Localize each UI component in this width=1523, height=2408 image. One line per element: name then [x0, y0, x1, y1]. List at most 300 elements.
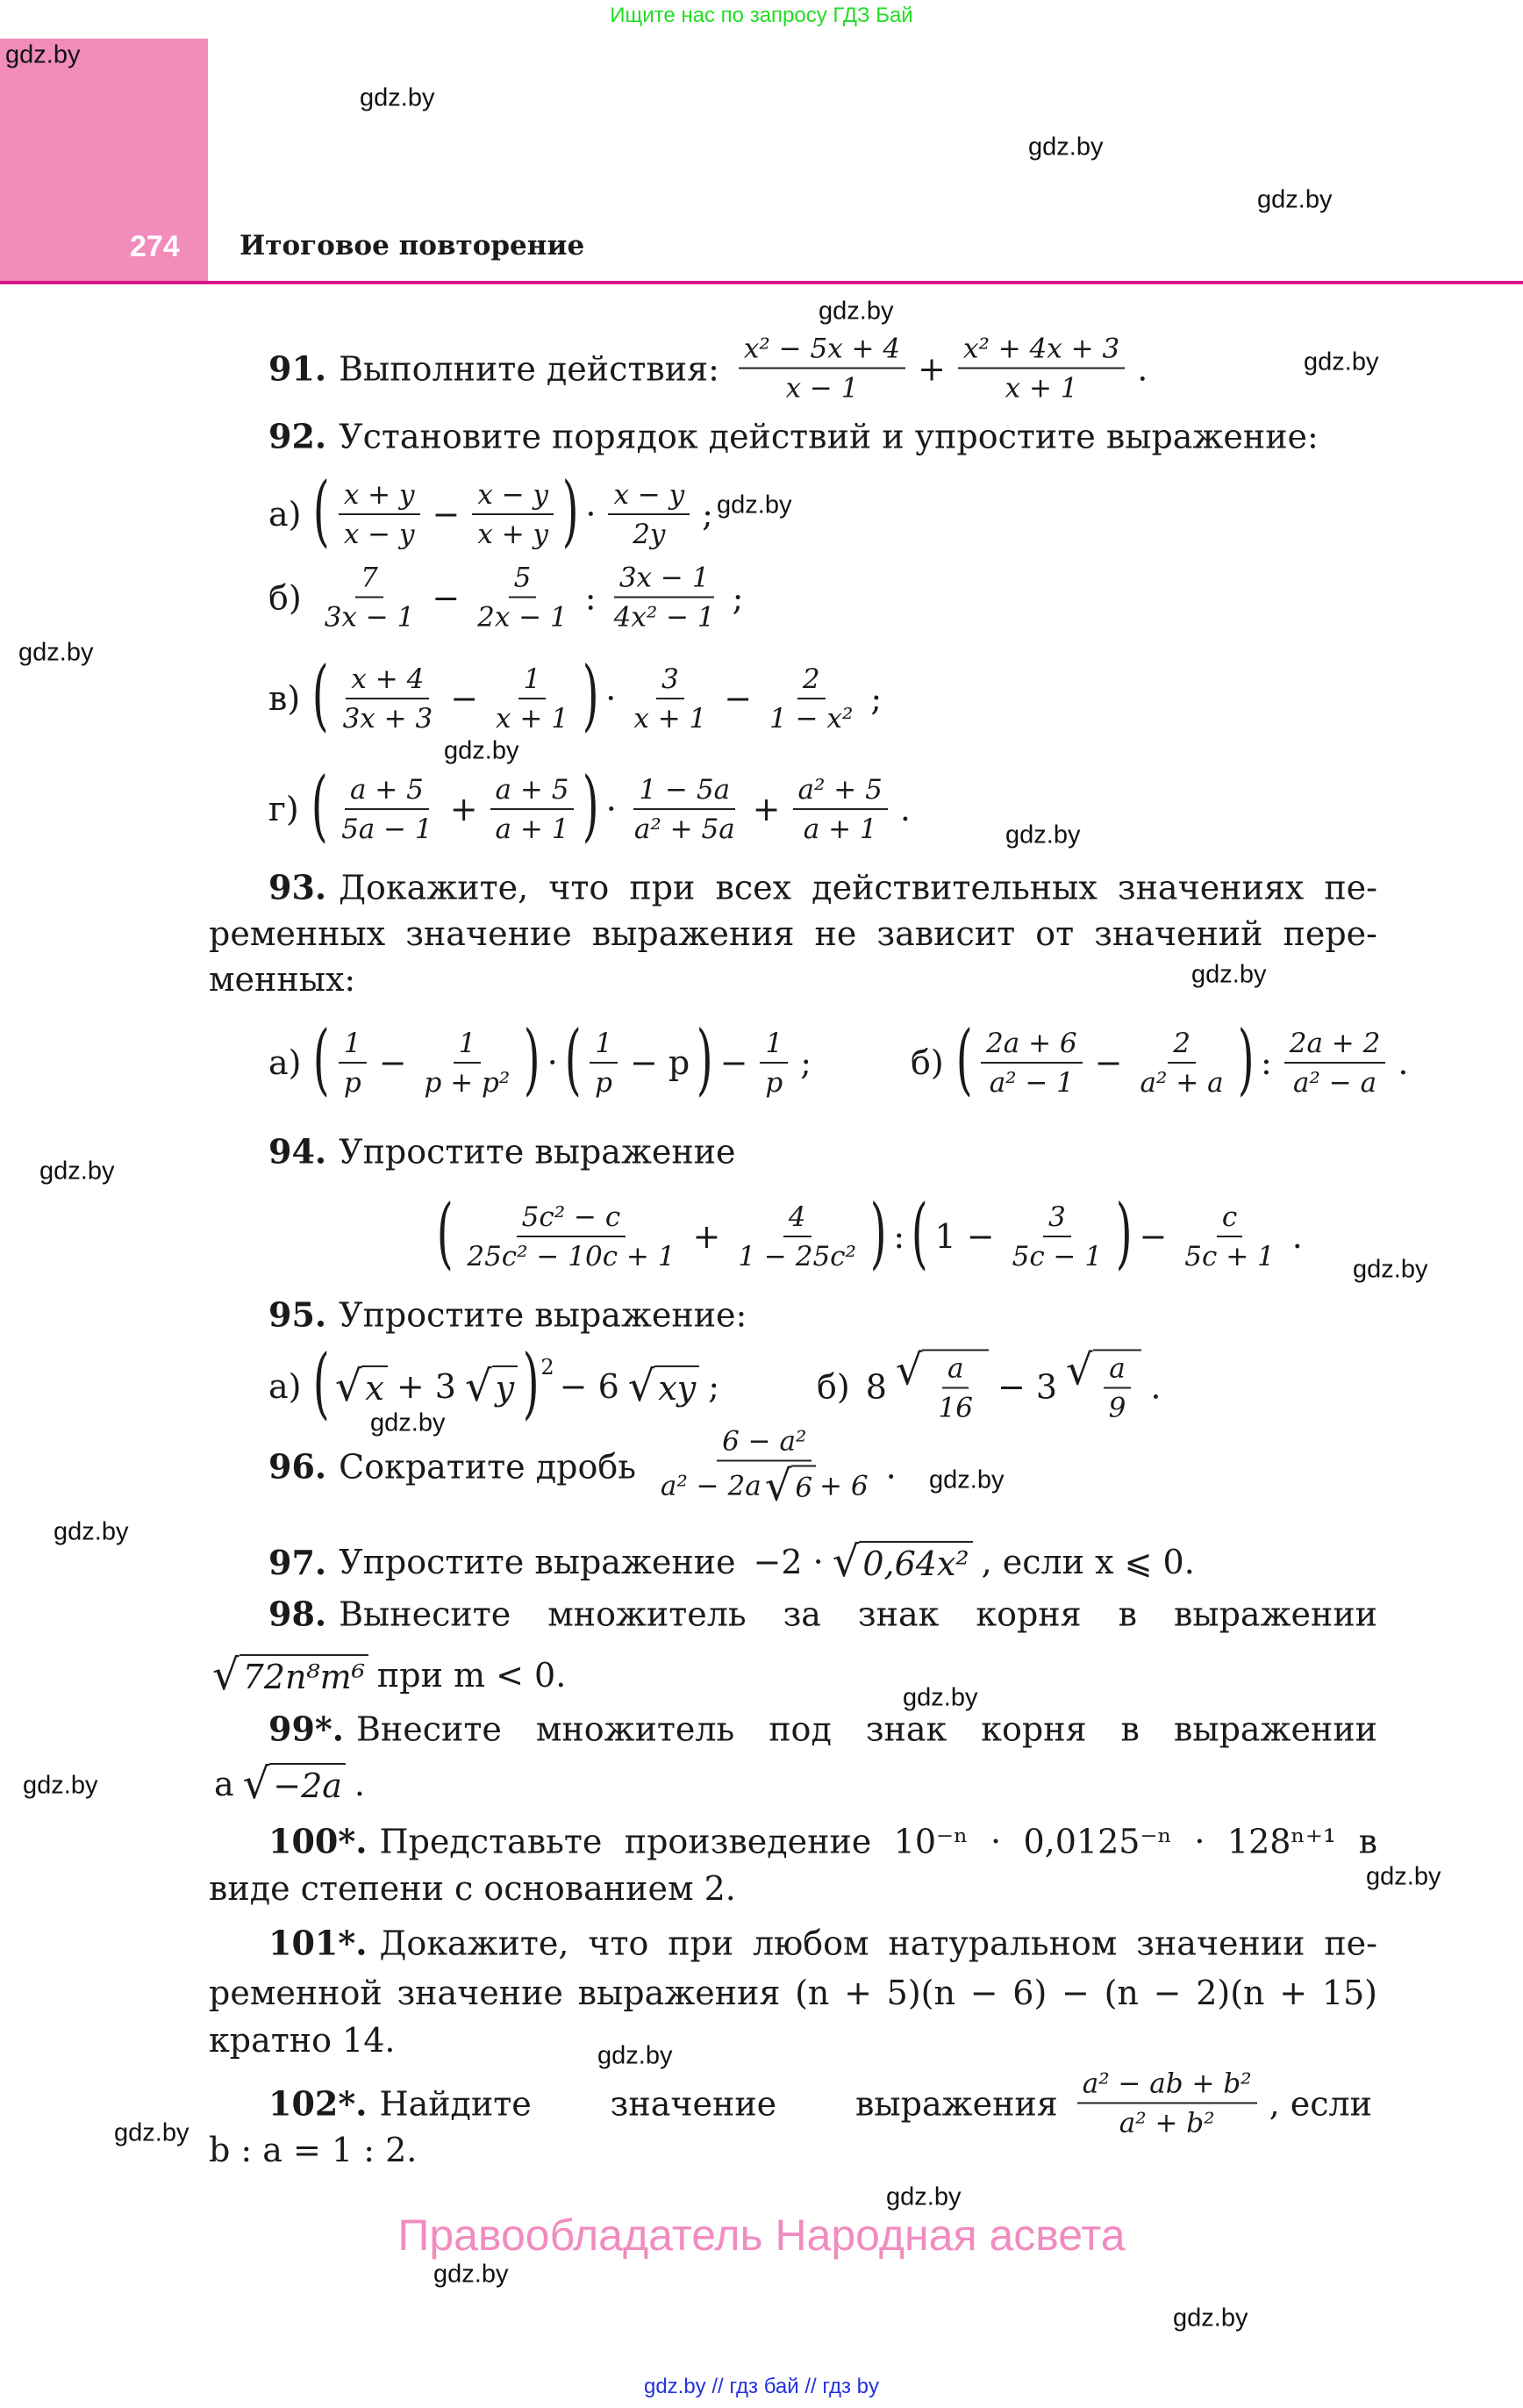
math-text: a² − 2a [660, 1470, 762, 1502]
math-text: −2 · [753, 1543, 824, 1581]
math-text: a² + 5 [797, 773, 883, 806]
problem-102 [268, 2068, 1377, 2139]
fraction-denominator [781, 369, 864, 405]
problem-text: ременной значение выражения (n + 5)(n − 6) − (n − 2)(n + 15) [209, 1974, 1377, 2012]
fraction-numerator [355, 563, 383, 598]
math-text: 2x − 1 [477, 601, 568, 634]
math-text: . [1398, 1043, 1409, 1082]
fraction [933, 1353, 977, 1424]
math-text: x [365, 1369, 384, 1408]
math-text: 1 [765, 1027, 783, 1059]
math-text: 2a + 6 [986, 1027, 1077, 1059]
problem-text: Установите порядок действий и упростите выражение: [339, 417, 1319, 455]
math-text: 1 [595, 1027, 612, 1059]
parenthesis: ) [561, 465, 579, 555]
math-text: x − y [477, 478, 549, 511]
math-text: 4x² − 1 [613, 601, 715, 634]
math-text: . [1150, 1367, 1162, 1406]
parenthesis: ) [869, 1187, 887, 1278]
math-text: · [547, 1043, 558, 1082]
watermark: gdz.by [39, 1157, 115, 1186]
fraction-denominator [338, 699, 439, 735]
fraction-denominator [339, 1064, 367, 1099]
watermark: gdz.by [1366, 1862, 1441, 1891]
problem-94 [268, 1132, 748, 1172]
math-text: : [893, 1217, 905, 1256]
fraction [609, 563, 720, 634]
problem-text: Докажите, что при всех действительных значениях пе- [339, 868, 1377, 907]
fraction-denominator [764, 699, 858, 735]
math-text: c [1221, 1200, 1238, 1233]
fraction [590, 1028, 618, 1099]
math-text: x + 4 [351, 663, 425, 695]
math-text: 3 [661, 663, 679, 695]
parenthesis: ( [436, 1187, 454, 1278]
math-text: x² + 4x + 3 [962, 333, 1120, 365]
parenthesis: ( [313, 1014, 331, 1104]
fraction [981, 1028, 1083, 1099]
problem-text: кратно 14. [209, 2021, 396, 2060]
problem-100 [268, 1822, 1377, 1861]
problem-98-expr [209, 1651, 571, 1700]
fraction [760, 1028, 788, 1099]
math-expression [311, 1014, 817, 1104]
parenthesis: ) [696, 1014, 713, 1104]
math-expression [732, 333, 1153, 405]
problem-98 [268, 1595, 1377, 1634]
radical-sign-icon: √ [895, 1345, 923, 1395]
parenthesis: ( [564, 1014, 582, 1104]
radical-sign-icon: √ [464, 1362, 492, 1411]
watermark: gdz.by [5, 40, 81, 69]
problem-99 [268, 1709, 1377, 1749]
math-text: 1 [523, 663, 541, 695]
math-text: 2 [802, 663, 820, 695]
watermark: gdz.by [360, 83, 435, 112]
fraction-numerator [614, 563, 715, 598]
problem-93-b [911, 1014, 1413, 1104]
square-root [464, 1362, 518, 1411]
fraction-numerator [1077, 2068, 1257, 2104]
math-text: − [450, 679, 479, 718]
problem-101-line [209, 1974, 1377, 2012]
radicand [361, 1365, 387, 1408]
math-text: x − y [613, 478, 685, 511]
math-text: 6 − a² [722, 1425, 807, 1458]
problem-number: 94. [268, 1131, 327, 1172]
fraction-numerator [472, 479, 554, 515]
math-text: a² + a [1140, 1066, 1224, 1099]
fraction [1104, 1353, 1132, 1424]
fraction [764, 663, 858, 735]
radical-sign-icon: √ [764, 1461, 792, 1511]
math-text: 0,64x² [862, 1544, 969, 1583]
fraction-numerator [1043, 1201, 1071, 1237]
math-text: 9 [1108, 1392, 1126, 1424]
math-text: − [432, 578, 461, 617]
math-expression [311, 465, 719, 555]
math-expression [209, 1759, 370, 1809]
fraction [419, 1028, 516, 1099]
math-text: − [1094, 1043, 1123, 1082]
math-text: + [449, 790, 478, 828]
fraction-denominator [629, 810, 740, 845]
math-expression [648, 1425, 902, 1511]
math-text: . [885, 1447, 897, 1486]
problem-102-line [209, 2131, 417, 2169]
fraction [733, 1201, 862, 1272]
problem-text: Внесите множитель под знак корня в выражении [355, 1709, 1377, 1748]
fraction-numerator [454, 1028, 482, 1064]
fraction [1007, 1201, 1108, 1272]
watermark: gdz.by [886, 2182, 962, 2211]
math-text: a + 5 [349, 773, 424, 806]
math-text: : [584, 578, 597, 617]
math-text: − [432, 495, 461, 534]
problem-94-expr [435, 1187, 1308, 1278]
fraction-numerator [760, 1028, 788, 1064]
watermark: gdz.by [23, 1771, 98, 1800]
footer-links[interactable]: gdz.by // гдз бай // гдз by [643, 2375, 880, 2398]
fraction [793, 774, 888, 845]
math-text: . [1291, 1217, 1303, 1256]
math-text: 3x − 1 [618, 562, 710, 594]
problem-text: Вынесите множитель за знак корня в выражении [339, 1595, 1377, 1633]
fraction [1284, 1028, 1386, 1099]
fraction-denominator [490, 699, 574, 735]
fraction-numerator [339, 1028, 367, 1064]
math-text: 5a − 1 [341, 813, 433, 845]
page-number: 274 [130, 230, 180, 263]
radicand [240, 1654, 368, 1696]
fraction [739, 333, 905, 405]
square-root [627, 1362, 700, 1411]
math-text: ; [732, 578, 744, 617]
problem-number: 98. [268, 1594, 327, 1634]
math-expression [435, 1187, 1308, 1278]
fraction [339, 479, 420, 550]
radicand [654, 1365, 699, 1408]
math-text: x + y [477, 518, 549, 550]
radicand [791, 1466, 816, 1508]
fraction-denominator [760, 1064, 788, 1099]
square-root [242, 1759, 346, 1809]
problem-text: Найдите значение выражения [379, 2084, 1058, 2123]
math-text: 1 − x² [769, 702, 854, 735]
problem-92-a [268, 465, 719, 555]
math-text: 1 [343, 1027, 361, 1059]
fraction-denominator [339, 515, 420, 550]
radicand [922, 1350, 988, 1424]
fraction-denominator [419, 1064, 516, 1099]
radicand [1093, 1350, 1142, 1424]
math-text: x + 1 [1005, 372, 1078, 405]
fraction-numerator [490, 774, 575, 810]
copyright-notice: Правообладатель Народная асвета [397, 2211, 1126, 2260]
problem-number: 93. [268, 867, 327, 907]
fraction-numerator [797, 663, 826, 699]
math-text: x + y [343, 478, 415, 511]
watermark: gdz.by [114, 2118, 189, 2147]
watermark: gdz.by [1304, 348, 1379, 376]
problem-93-a [268, 1014, 817, 1104]
math-text: + [692, 1217, 721, 1256]
problem-101 [268, 1924, 1377, 1963]
item-label: г) [268, 790, 299, 828]
fraction-numerator [517, 1201, 626, 1237]
math-text: xy [658, 1369, 697, 1408]
math-text: 72n⁸m⁶ [242, 1658, 365, 1696]
math-text: a [947, 1352, 964, 1385]
math-text: a + 5 [495, 773, 569, 806]
parenthesis: ( [955, 1014, 973, 1104]
item-label: б) [817, 1367, 850, 1406]
fraction-denominator [733, 1237, 862, 1272]
math-text: 3 [1048, 1200, 1066, 1233]
math-text: −2a [273, 1767, 342, 1805]
math-text: a [1109, 1352, 1126, 1385]
fraction-denominator [319, 598, 420, 634]
math-text: + 6 [819, 1470, 869, 1502]
item-label: а) [268, 1043, 302, 1082]
watermark: gdz.by [1005, 821, 1081, 849]
watermark: gdz.by [717, 491, 792, 520]
math-text: 7 [361, 562, 378, 594]
math-text: − [1139, 1217, 1168, 1256]
math-text: a² + 5a [633, 813, 735, 845]
math-text: 4 [788, 1200, 806, 1233]
math-text: 1 − 25c² [738, 1240, 856, 1272]
watermark: gdz.by [819, 297, 894, 326]
radical-sign-icon: √ [334, 1362, 362, 1411]
problem-text: виде степени с основанием 2. [209, 1869, 736, 1908]
math-text: x + 1 [496, 702, 568, 735]
fraction-denominator [472, 598, 573, 634]
math-text: − 6 [559, 1367, 619, 1406]
problem-92-g [268, 760, 916, 850]
problem-number: 99*. [268, 1709, 344, 1749]
problem-93 [268, 868, 1377, 907]
square-root [334, 1362, 388, 1411]
watermark: gdz.by [444, 736, 519, 765]
math-text: 3x + 3 [342, 702, 433, 735]
fraction-denominator [1114, 2104, 1220, 2139]
problem-93-line [209, 914, 1377, 953]
fraction-denominator [1104, 1389, 1132, 1424]
math-text: · [605, 679, 617, 718]
fraction [490, 774, 575, 845]
math-text: ; [708, 1367, 720, 1406]
math-text: ; [702, 495, 713, 534]
fraction-numerator [345, 774, 429, 810]
fraction-denominator [655, 1461, 874, 1511]
fraction-denominator [1288, 1064, 1382, 1099]
problem-99-expr [209, 1759, 370, 1809]
problem-92-b [268, 563, 748, 634]
square-root [764, 1461, 816, 1511]
problem-text: Выполните действия: [339, 349, 719, 388]
radical-sign-icon: √ [242, 1759, 270, 1809]
square-root [895, 1345, 989, 1424]
math-expression [311, 1337, 725, 1428]
problem-text: b : a = 1 : 2. [209, 2131, 418, 2169]
fraction-numerator [633, 774, 735, 810]
math-text: 5 [513, 562, 532, 594]
watermark: gdz.by [903, 1683, 978, 1712]
problem-text: менных: [209, 960, 356, 999]
math-text: при m < 0. [376, 1656, 567, 1695]
watermark: gdz.by [18, 638, 94, 667]
problem-96 [268, 1425, 902, 1511]
math-text: − p [629, 1043, 690, 1082]
fraction-denominator [628, 699, 711, 735]
radicand [492, 1365, 518, 1408]
item-label: б) [268, 578, 302, 617]
fraction-numerator [1217, 1201, 1242, 1237]
watermark: gdz.by [1353, 1255, 1428, 1284]
fraction-numerator [981, 1028, 1083, 1064]
math-text: x − 1 [785, 372, 859, 405]
math-text: a + 1 [495, 813, 569, 845]
problem-number: 95. [268, 1294, 327, 1335]
math-text: 6 [795, 1472, 813, 1504]
math-text: − 3 [997, 1367, 1058, 1406]
problem-text: Представьте произведение 10⁻ⁿ · 0,0125⁻ⁿ · 128ⁿ⁺¹ в [379, 1822, 1377, 1860]
math-text: p [343, 1066, 361, 1099]
math-text: . [1137, 349, 1148, 388]
watermark: gdz.by [1173, 2304, 1248, 2333]
radicand [859, 1541, 972, 1583]
problem-number: 96. [268, 1446, 327, 1487]
math-text: 5c² − c [521, 1200, 621, 1233]
fraction-denominator [461, 1237, 680, 1272]
math-text: a² − 1 [989, 1066, 1075, 1099]
problem-text: ременных значение выражения не зависит от значений пере- [209, 914, 1377, 953]
fraction-denominator [609, 598, 720, 634]
math-text: + [918, 349, 946, 388]
fraction-denominator [1007, 1237, 1108, 1272]
superscript: 2 [540, 1355, 554, 1380]
math-expression [1070, 2068, 1377, 2139]
math-text: 1 [458, 1027, 476, 1059]
parenthesis: ( [313, 1337, 331, 1428]
fraction [319, 563, 420, 634]
fraction-denominator [984, 1064, 1079, 1099]
math-text: , если [1269, 2084, 1372, 2123]
problem-97 [268, 1537, 1200, 1587]
problem-number: 100*. [268, 1821, 368, 1861]
math-text: 2a + 2 [1289, 1027, 1381, 1059]
watermark: gdz.by [1191, 960, 1267, 989]
top-banner[interactable]: Ищите нас по запросу ГДЗ Бай [610, 4, 913, 27]
radicand [269, 1763, 346, 1805]
radical-sign-icon: √ [627, 1362, 655, 1411]
parenthesis: ) [583, 760, 600, 850]
problem-95-b [817, 1345, 1166, 1424]
parenthesis: ( [311, 649, 329, 740]
watermark: gdz.by [929, 1466, 1005, 1494]
parenthesis: ) [1115, 1187, 1133, 1278]
fraction-denominator [1135, 1064, 1229, 1099]
fraction-numerator [739, 333, 905, 369]
problem-number: 101*. [268, 1923, 368, 1963]
header-rule [0, 281, 1523, 284]
math-text: 16 [938, 1392, 973, 1424]
parenthesis: ) [522, 1337, 540, 1428]
fraction [629, 774, 740, 845]
math-expression [209, 1651, 571, 1700]
fraction-denominator [490, 810, 575, 845]
math-text: p + p² [424, 1066, 511, 1099]
fraction [1135, 1028, 1229, 1099]
fraction-numerator [346, 663, 429, 699]
radical-sign-icon: √ [1066, 1345, 1093, 1395]
fraction [1179, 1201, 1280, 1272]
problem-number: 92. [268, 416, 327, 456]
problem-number: 97. [268, 1542, 327, 1582]
fraction [958, 333, 1125, 405]
math-text: 5c + 1 [1184, 1240, 1275, 1272]
fraction [490, 663, 574, 735]
fraction-numerator [339, 479, 420, 515]
watermark: gdz.by [54, 1517, 129, 1546]
math-text: y [495, 1369, 515, 1408]
watermark: gdz.by [370, 1408, 446, 1437]
fraction-numerator [518, 663, 547, 699]
math-text: 8 [865, 1367, 887, 1406]
parenthesis: ( [911, 1187, 928, 1278]
math-expression [312, 563, 749, 634]
fraction-numerator [958, 333, 1125, 369]
parenthesis: ) [524, 1014, 540, 1104]
fraction [655, 1425, 874, 1511]
math-text: ; [800, 1043, 812, 1082]
fraction-numerator [509, 563, 537, 598]
problem-text: Докажите, что при любом натуральном значении пе- [379, 1924, 1377, 1962]
math-expression [310, 760, 916, 850]
fraction-numerator [1284, 1028, 1386, 1064]
math-text: a² + b² [1119, 2107, 1215, 2139]
math-expression [311, 649, 887, 740]
problem-text: Упростите выражение [339, 1132, 736, 1171]
math-text: p [765, 1066, 783, 1099]
radical-sign-icon: √ [212, 1651, 240, 1700]
fraction-numerator [608, 479, 690, 515]
math-text: x² − 5x + 4 [743, 333, 901, 365]
item-label: в) [268, 679, 301, 718]
fraction-denominator [1179, 1237, 1280, 1272]
math-text: x + 1 [633, 702, 707, 735]
math-text: p [595, 1066, 612, 1099]
fraction-denominator [1000, 369, 1083, 405]
fraction [336, 774, 438, 845]
math-expression [861, 1345, 1167, 1424]
math-text: 25c² − 10c + 1 [467, 1240, 676, 1272]
math-text: + 3 [396, 1367, 456, 1406]
item-label: б) [911, 1043, 944, 1082]
math-text: . [354, 1765, 366, 1803]
math-text: − [378, 1043, 407, 1082]
parenthesis: ( [311, 760, 328, 850]
math-text: · [585, 495, 597, 534]
fraction [1077, 2068, 1257, 2139]
fraction-denominator [627, 515, 670, 550]
problem-95 [268, 1295, 759, 1335]
math-text: . [899, 790, 911, 828]
math-text: − [719, 1043, 748, 1082]
math-text: 3x − 1 [324, 601, 415, 634]
math-text: a [214, 1765, 234, 1803]
